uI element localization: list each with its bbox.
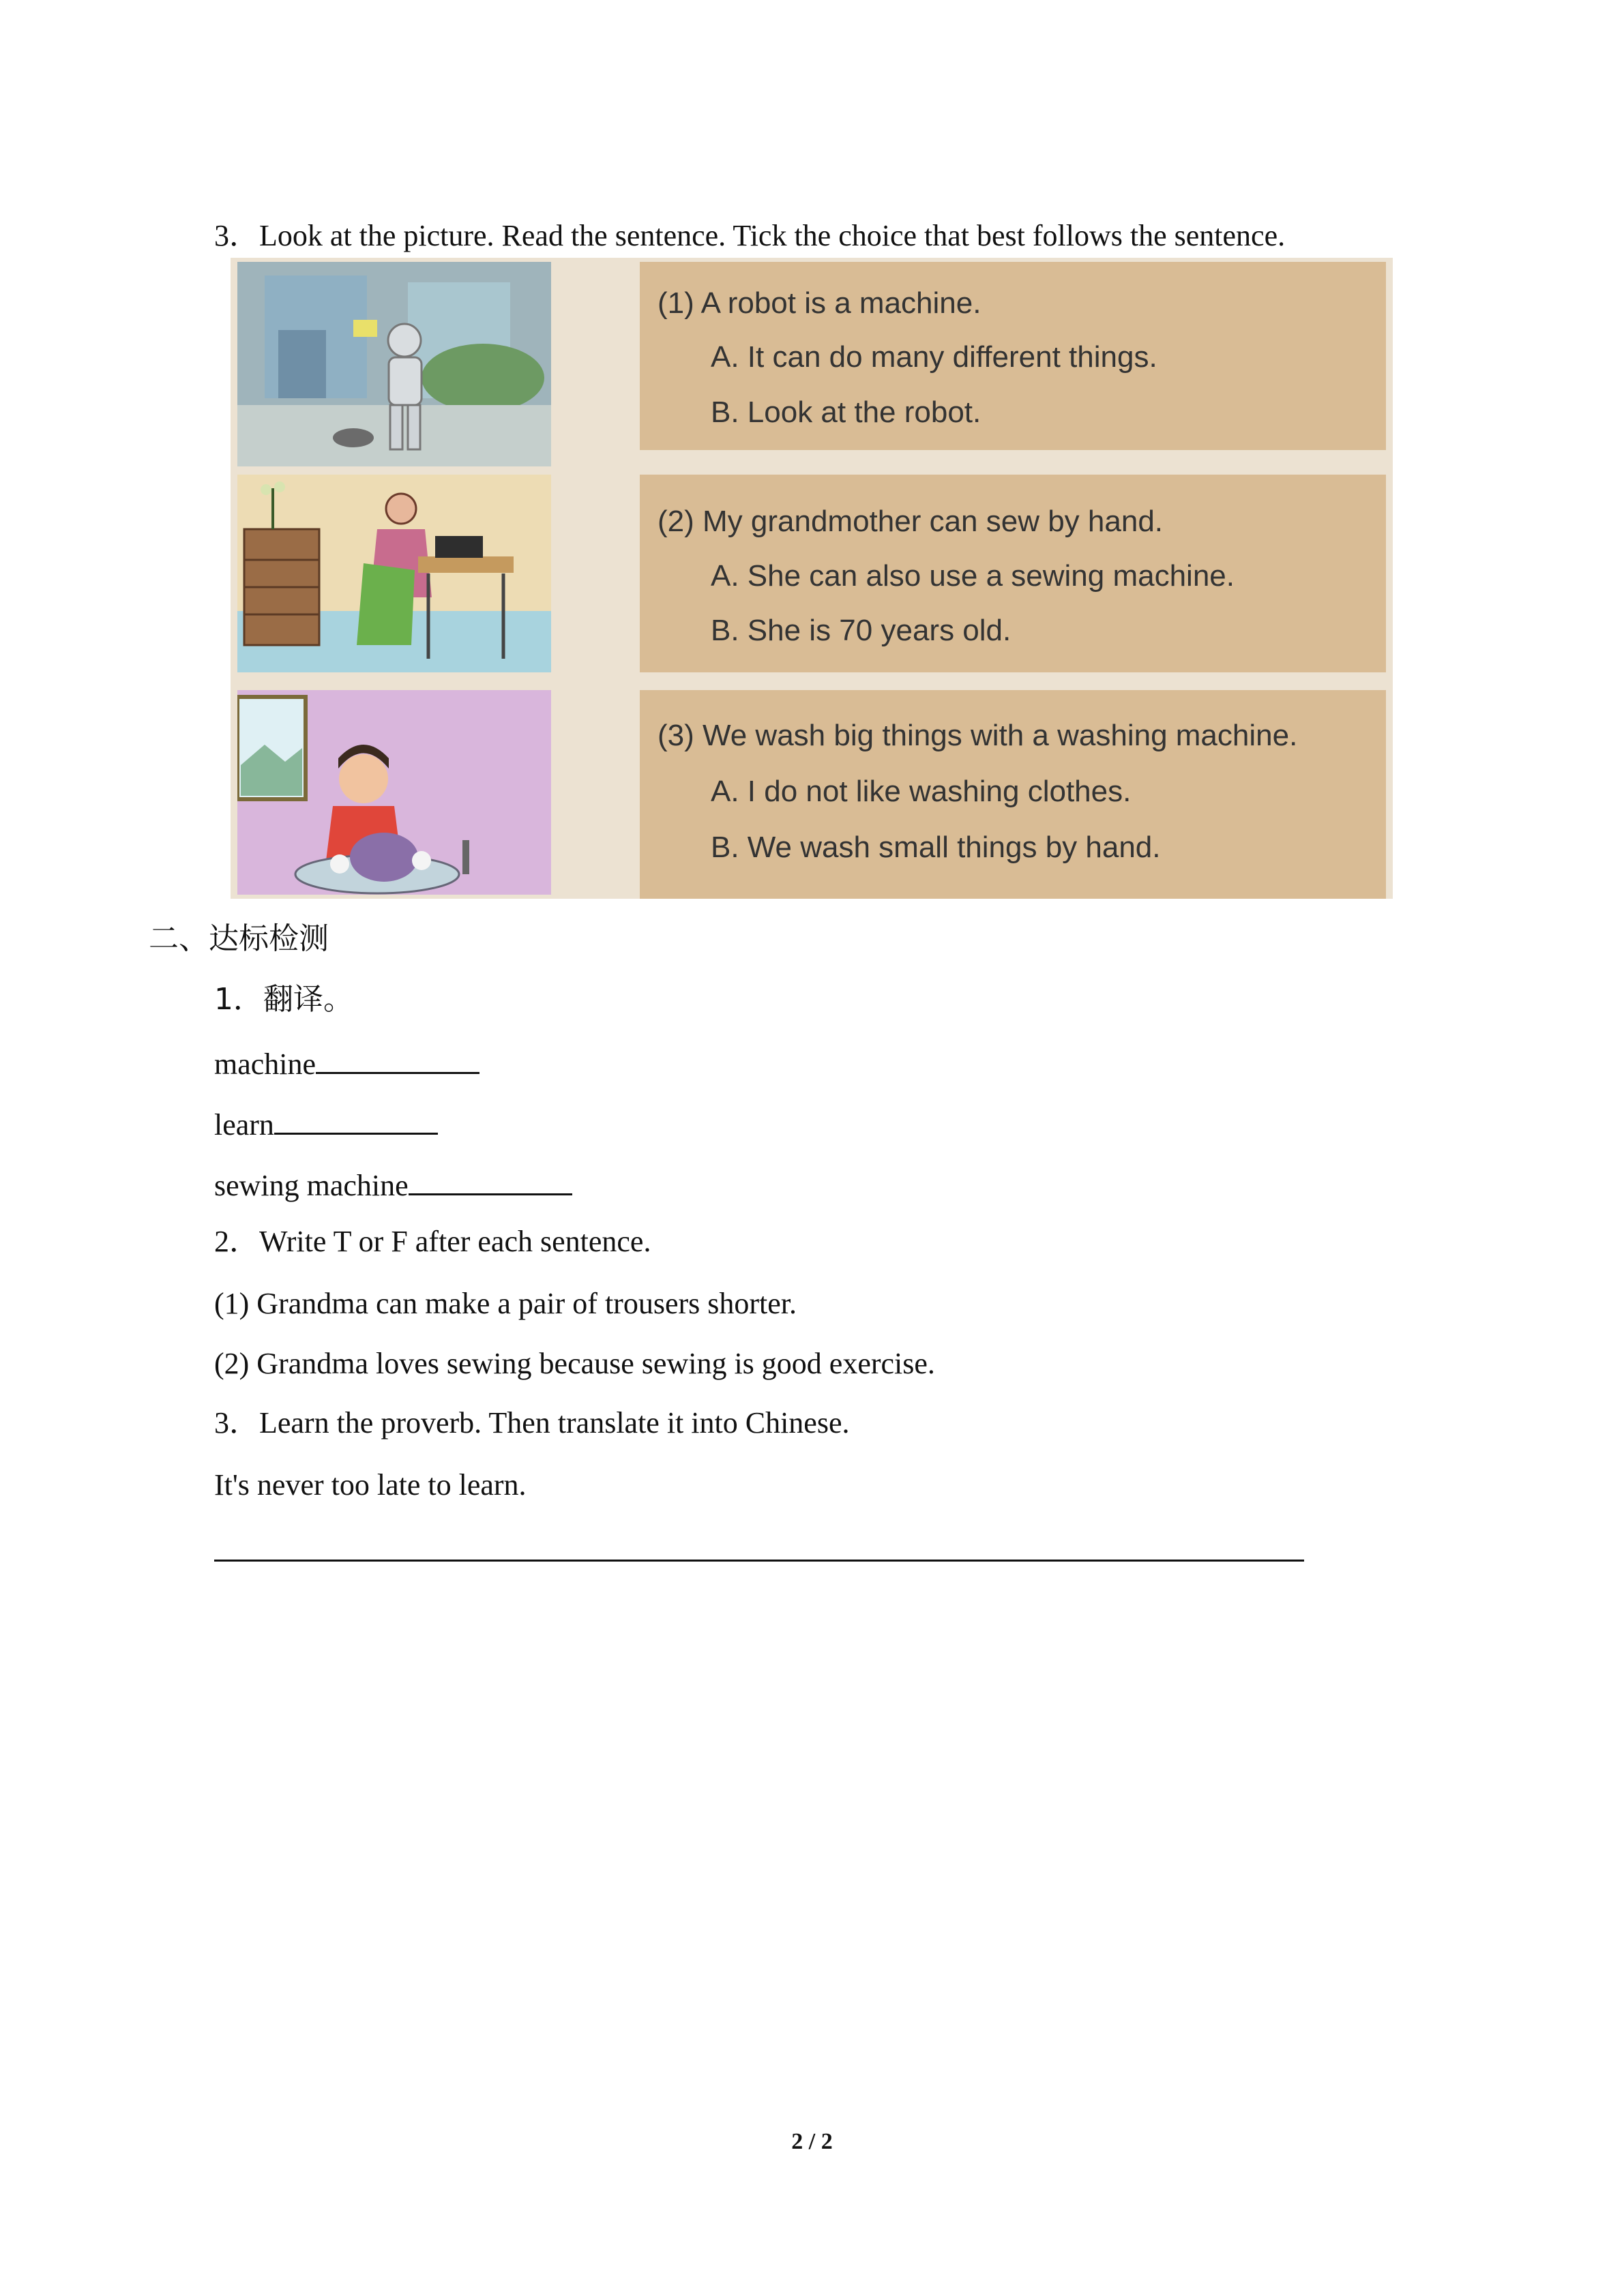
question-1-option-a[interactable]: A. It can do many different things. (711, 340, 1157, 374)
section-2-heading: 二、达标检测 (149, 921, 329, 956)
question-3: (3) We wash big things with a washing machine. (658, 719, 1298, 752)
question-2-option-b[interactable]: B. She is 70 years old. (711, 614, 1012, 647)
question-3-option-b[interactable]: B. We wash small things by hand. (711, 831, 1161, 864)
task-1-title: 1．翻译。 (214, 982, 353, 1017)
answer-blank[interactable] (409, 1163, 572, 1195)
question-1: (1) A robot is a machine. (658, 286, 981, 320)
word-label: machine (214, 1047, 316, 1081)
tf-sentence-2: (2) Grandma loves sewing because sewing is good exercise. (214, 1347, 935, 1380)
answer-blank[interactable] (274, 1103, 438, 1135)
translate-item-learn (214, 1103, 438, 1144)
answer-line[interactable] (214, 1560, 1304, 1562)
panel-row-2 (231, 475, 1393, 679)
page-number: 2 / 2 (791, 2129, 833, 2154)
question-3-option-a[interactable]: A. I do not like washing clothes. (711, 775, 1132, 808)
exercise-3-instruction: 3．Look at the picture. Read the sentence. Tick the choice that best follows the sentence. (214, 219, 1286, 252)
question-2-option-a[interactable]: A. She can also use a sewing machine. (711, 559, 1235, 593)
grandmother-sewing-illustration (237, 475, 551, 672)
panel-row-3 (231, 690, 1393, 899)
task-2-title: 2．Write T or F after each sentence. (214, 1225, 651, 1258)
boy-washing-illustration (237, 690, 551, 895)
exercise-picture-panel (231, 258, 1393, 899)
robot-illustration (237, 262, 551, 466)
answer-blank[interactable] (316, 1042, 479, 1074)
translate-item-sewing-machine (214, 1163, 572, 1205)
proverb: It's never too late to learn. (214, 1468, 527, 1502)
task-3-title: 3．Learn the proverb. Then translate it into Chinese. (214, 1406, 850, 1440)
question-1-option-b[interactable]: B. Look at the robot. (711, 396, 981, 429)
question-box-2 (640, 475, 1386, 672)
panel-row-1 (231, 262, 1393, 466)
translate-item-machine (214, 1042, 479, 1084)
question-box-1 (640, 262, 1386, 450)
word-label: learn (214, 1108, 274, 1142)
tf-sentence-1: (1) Grandma can make a pair of trousers shorter. (214, 1287, 797, 1320)
word-label: sewing machine (214, 1169, 409, 1202)
question-2: (2) My grandmother can sew by hand. (658, 505, 1164, 538)
question-box-3 (640, 690, 1386, 899)
